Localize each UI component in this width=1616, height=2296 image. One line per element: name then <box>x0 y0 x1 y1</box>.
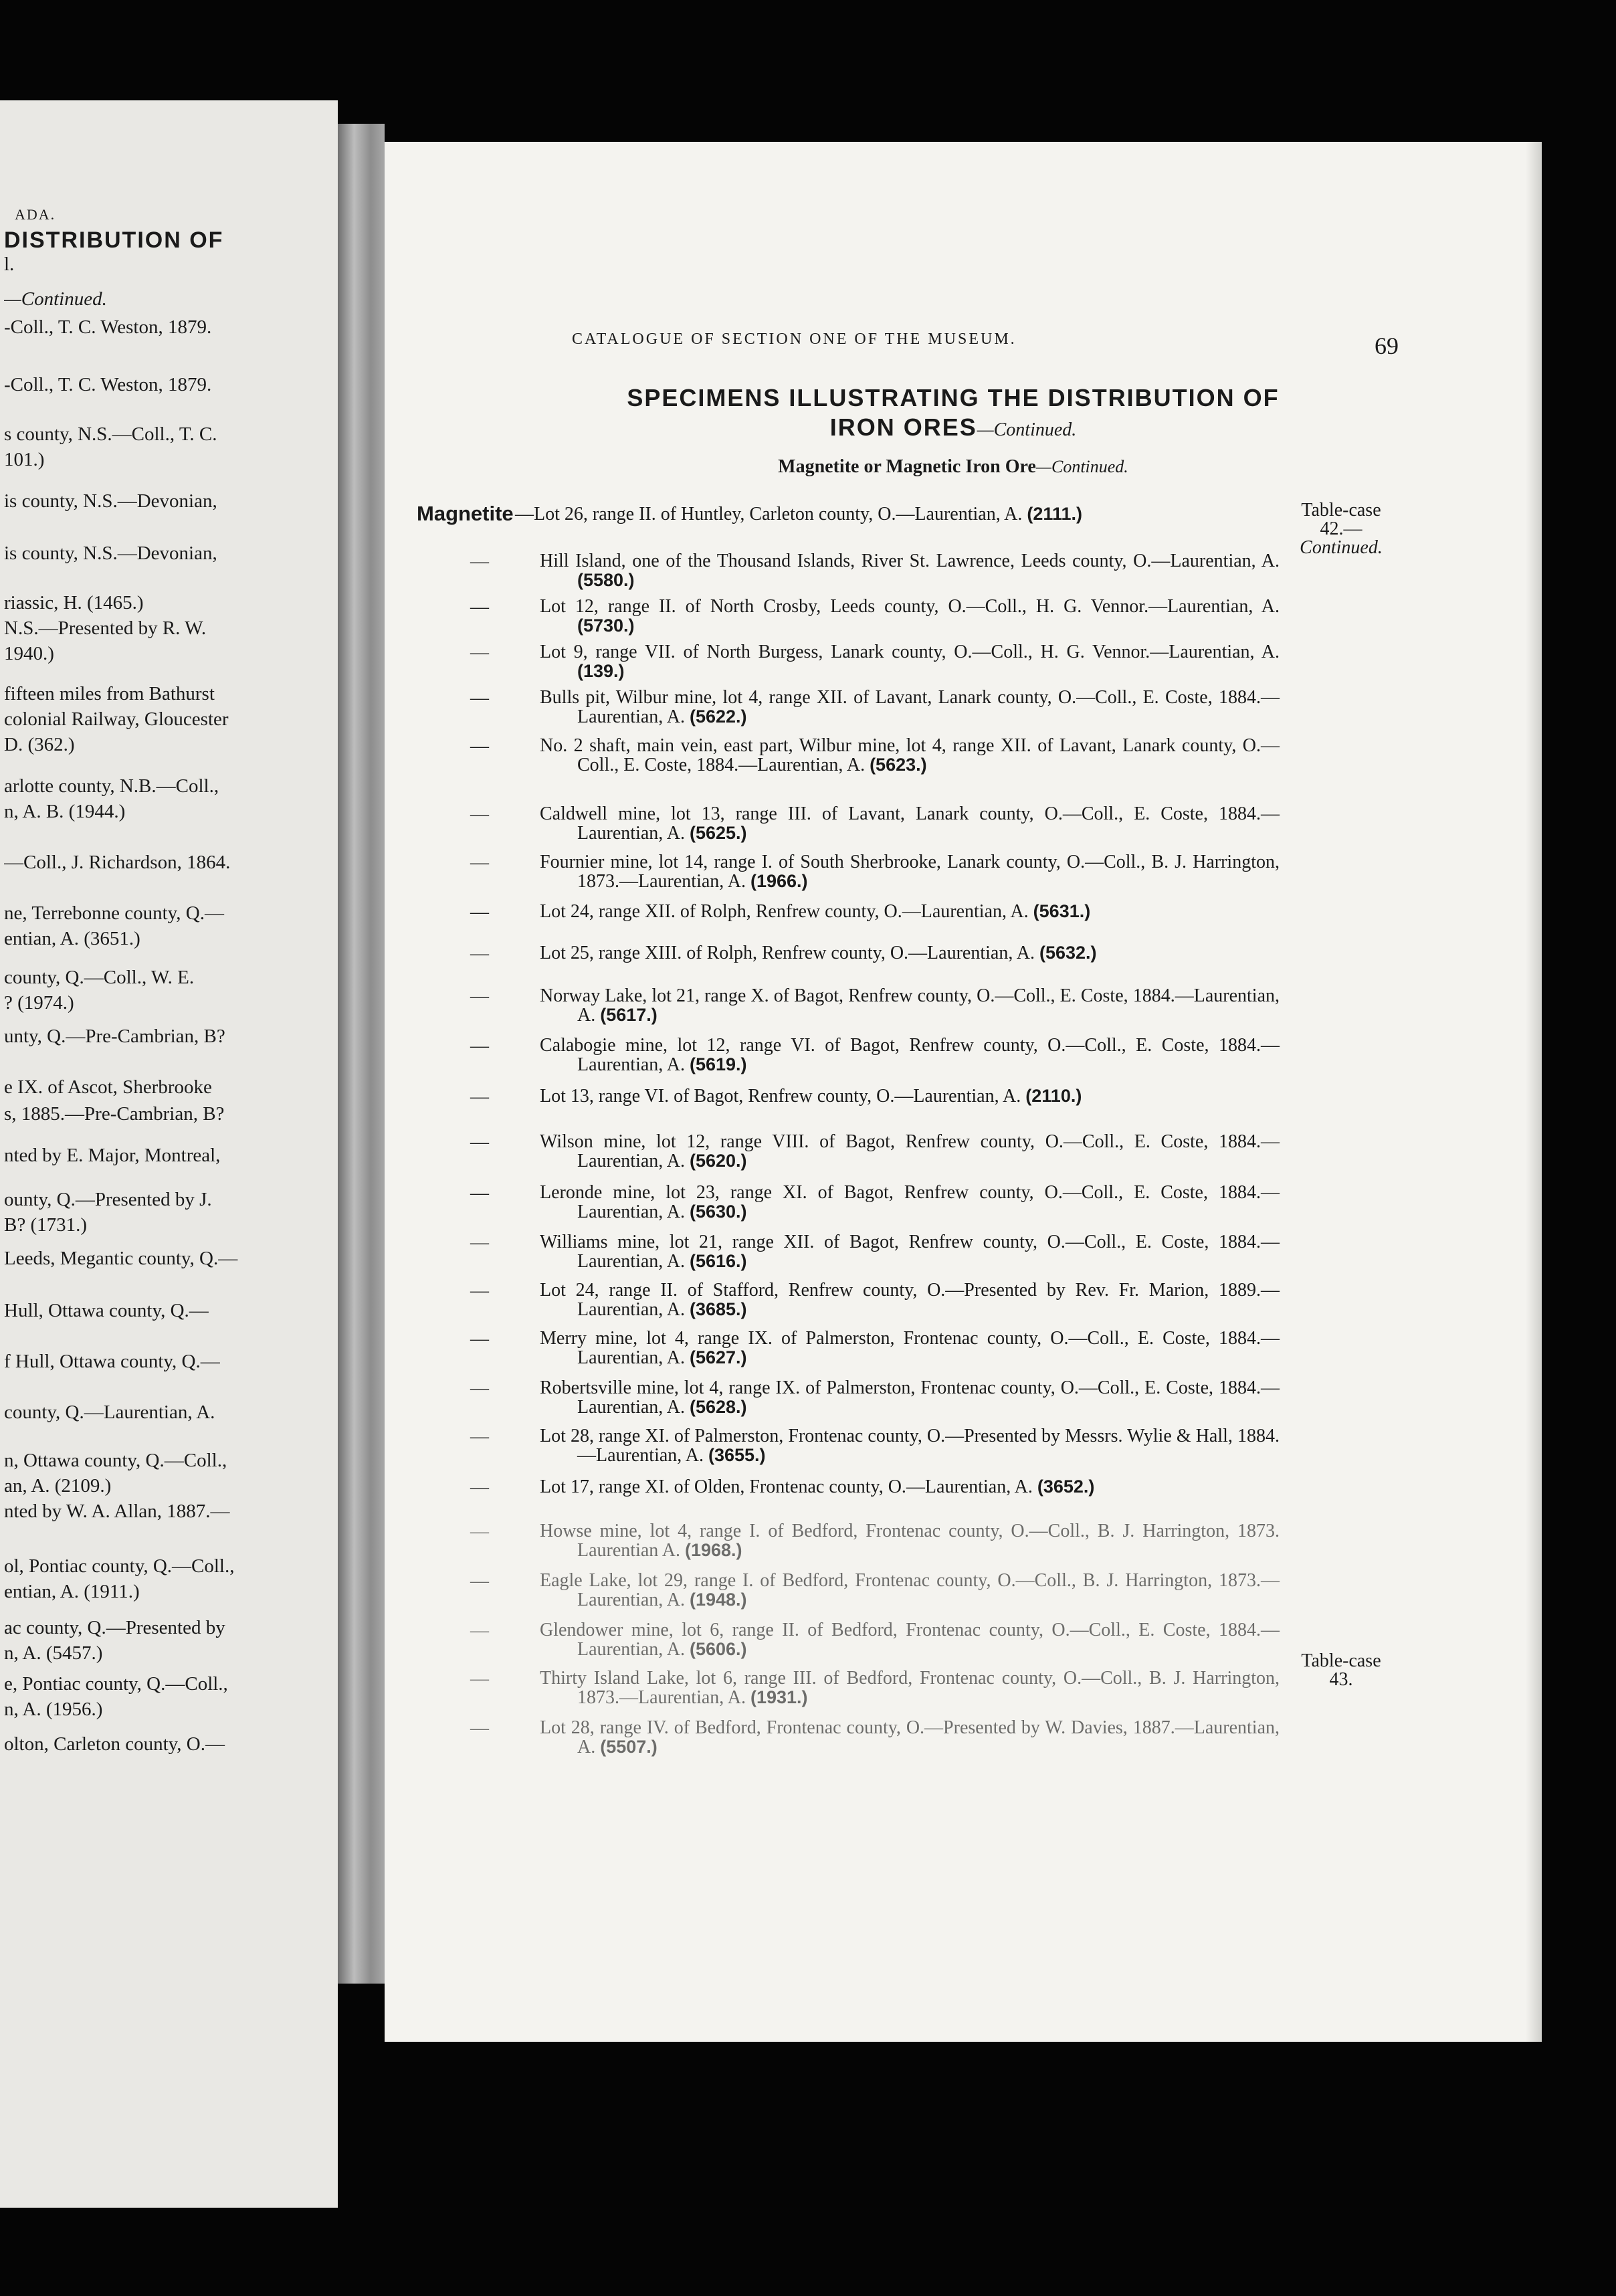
left-page-line: ADA. <box>15 206 56 223</box>
catalogue-number: (5630.) <box>689 1202 747 1222</box>
ditto-dash: — <box>470 1620 489 1641</box>
entry-text <box>540 902 1280 921</box>
left-page-line: l. <box>4 254 15 275</box>
left-page-line: n, A. B. (1944.) <box>4 801 126 822</box>
catalogue-number: (1966.) <box>750 871 808 891</box>
left-page-line: nted by W. A. Allan, 1887.— <box>4 1501 230 1522</box>
left-page-line: D. (362.) <box>4 734 75 755</box>
entry-description: Leronde mine, lot 23, range XI. of Bagot, Renfrew county, O.—Coll., E. Coste, 1884.—Laurentian, A. <box>540 1182 1280 1222</box>
left-page-line: entian, A. (3651.) <box>4 928 140 949</box>
entry-description: Norway Lake, lot 21, range X. of Bagot, Renfrew county, O.—Coll., E. Coste, 1884.—Laurentian, A. <box>540 985 1280 1026</box>
catalogue-number: (5617.) <box>600 1005 658 1025</box>
left-page-line: -Coll., T. C. Weston, 1879. <box>4 374 212 395</box>
entry-text <box>540 642 1280 681</box>
catalogue-number: (2111.) <box>1027 504 1082 524</box>
left-page-line: 1940.) <box>4 643 54 664</box>
left-page-line: riassic, H. (1465.) <box>4 592 144 613</box>
left-page-line: county, Q.—Coll., W. E. <box>4 967 195 988</box>
entry-description: Robertsville mine, lot 4, range IX. of Palmerston, Frontenac county, O.—Coll., E. Coste, 1884.—Laurentian, A. <box>540 1377 1280 1418</box>
entry-description: Calabogie mine, lot 12, range VI. of Bagot, Renfrew county, O.—Coll., E. Coste, 1884.—Laurentian, A. <box>540 1035 1280 1075</box>
subsection-name: Magnetite or Magnetic Iron Ore <box>778 456 1036 477</box>
title-iron-ores: IRON ORES <box>829 413 977 441</box>
catalogue-number: (5632.) <box>1039 943 1097 963</box>
ditto-dash: — <box>470 902 489 923</box>
entry-description: Lot 28, range IV. of Bedford, Frontenac county, O.—Presented by W. Davies, 1887.—Laurentian, A. <box>540 1717 1280 1757</box>
catalogue-number: (5631.) <box>1033 901 1091 921</box>
entry-text <box>540 804 1280 843</box>
left-page-line: ac county, Q.—Presented by <box>4 1617 225 1638</box>
left-page-line: —Coll., J. Richardson, 1864. <box>4 852 231 873</box>
left-page-line: ounty, Q.—Presented by J. <box>4 1189 212 1210</box>
entry-text <box>540 736 1280 775</box>
left-page-line: fifteen miles from Bathurst <box>4 683 215 704</box>
left-page-strip <box>0 100 338 2208</box>
entry-description: Bulls pit, Wilbur mine, lot 4, range XII. of Lavant, Lanark county, O.—Coll., E. Coste, 1884.—Laurentian, A. <box>540 687 1280 727</box>
entry-text <box>540 1521 1280 1560</box>
ditto-dash: — <box>470 1132 489 1153</box>
ditto-dash: — <box>470 1571 489 1592</box>
margin-note-line: 42.— <box>1320 518 1362 539</box>
entry-text <box>540 1329 1280 1367</box>
left-page-line: arlotte county, N.B.—Coll., <box>4 775 219 797</box>
left-page-line: colonial Railway, Gloucester <box>4 708 229 730</box>
ditto-dash: — <box>470 551 489 572</box>
left-page-line: Leeds, Megantic county, Q.— <box>4 1248 238 1269</box>
entry-text <box>540 1426 1280 1465</box>
entry-text <box>540 1183 1280 1222</box>
left-page-line: ? (1974.) <box>4 992 74 1014</box>
entry-text <box>540 597 1280 636</box>
title-continued: —Continued. <box>977 419 1077 440</box>
catalogue-number: (3685.) <box>689 1299 747 1319</box>
left-page-line: an, A. (2109.) <box>4 1475 112 1497</box>
catalogue-number: (5620.) <box>689 1151 747 1171</box>
entry-text <box>540 1477 1280 1497</box>
mineral-name: Magnetite <box>417 502 514 525</box>
left-page-line: 101.) <box>4 449 45 470</box>
ditto-dash: — <box>470 986 489 1007</box>
left-page-line: DISTRIBUTION OF <box>4 227 224 253</box>
left-page-line: ol, Pontiac county, Q.—Coll., <box>4 1555 235 1577</box>
entry-description: No. 2 shaft, main vein, east part, Wilbur mine, lot 4, range XII. of Lavant, Lanark county, O.—Coll., E. Coste, 1884.—Laurentian, A. <box>540 735 1280 775</box>
ditto-dash: — <box>470 1718 489 1739</box>
subsection-title <box>438 456 1468 478</box>
left-page-line: s, 1885.—Pre-Cambrian, B? <box>4 1103 225 1125</box>
entry-text <box>540 1086 1280 1106</box>
ditto-dash: — <box>470 688 489 708</box>
entry-description: Glendower mine, lot 6, range II. of Bedford, Frontenac county, O.—Coll., E. Coste, 1884.—Laurentian, A. <box>540 1620 1280 1660</box>
catalogue-number: (139.) <box>577 661 625 681</box>
left-page-line: n, A. (1956.) <box>4 1699 103 1720</box>
ditto-dash: — <box>470 1668 489 1689</box>
entry-text <box>540 1232 1280 1271</box>
running-head: CATALOGUE OF SECTION ONE OF THE MUSEUM. <box>572 330 1017 348</box>
margin-note-table-case-42 <box>1278 501 1405 557</box>
left-page-line: s county, N.S.—Coll., T. C. <box>4 423 217 445</box>
ditto-dash: — <box>470 1232 489 1253</box>
entry-text <box>540 1718 1280 1757</box>
left-page-line: unty, Q.—Pre-Cambrian, B? <box>4 1026 225 1047</box>
catalogue-number: (5730.) <box>577 615 635 636</box>
entry-text <box>540 852 1280 891</box>
catalogue-number: (2110.) <box>1025 1086 1082 1106</box>
margin-note-table-case-43 <box>1278 1652 1405 1689</box>
entry-description: Howse mine, lot 4, range I. of Bedford, Frontenac county, O.—Coll., B. J. Harrington, 1873. Laurentian A. <box>540 1521 1280 1561</box>
entry-text <box>540 1668 1280 1707</box>
entry-description: Caldwell mine, lot 13, range III. of Lavant, Lanark county, O.—Coll., E. Coste, 1884.—Laurentian, A. <box>540 803 1280 844</box>
catalogue-number: (5507.) <box>600 1737 658 1757</box>
entry-description: Lot 17, range XI. of Olden, Frontenac county, O.—Laurentian, A. <box>540 1476 1033 1497</box>
entry-description: Lot 12, range II. of North Crosby, Leeds county, O.—Coll., H. G. Vennor.—Laurentian, A. <box>540 596 1280 617</box>
margin-note-line: Table-case <box>1301 500 1381 520</box>
title-line-1: SPECIMENS ILLUSTRATING THE DISTRIBUTION OF <box>627 384 1280 411</box>
left-page-line: Hull, Ottawa county, Q.— <box>4 1300 209 1321</box>
catalogue-number: (5619.) <box>689 1054 747 1074</box>
entry-description: Lot 25, range XIII. of Rolph, Renfrew county, O.—Laurentian, A. <box>540 943 1035 963</box>
left-page-line: N.S.—Presented by R. W. <box>4 617 207 639</box>
catalogue-number: (5606.) <box>689 1639 747 1659</box>
left-page-line: —Continued. <box>4 288 107 310</box>
catalogue-number: (3652.) <box>1037 1476 1095 1497</box>
left-page-line: is county, N.S.—Devonian, <box>4 543 217 564</box>
entry-description: Lot 13, range VI. of Bagot, Renfrew county, O.—Laurentian, A. <box>540 1086 1021 1107</box>
ditto-dash: — <box>470 597 489 617</box>
left-page-line: ne, Terrebonne county, Q.— <box>4 902 224 924</box>
page-number: 69 <box>1375 332 1399 359</box>
catalogue-number: (1968.) <box>684 1540 742 1560</box>
entry-text <box>540 688 1280 727</box>
ditto-dash: — <box>470 1378 489 1399</box>
entry-text <box>540 551 1280 590</box>
left-page-line: f Hull, Ottawa county, Q.— <box>4 1351 220 1372</box>
entry-description: Hill Island, one of the Thousand Islands, River St. Lawrence, Leeds county, O.—Laurentian, A. <box>540 551 1280 571</box>
catalogue-number: (3655.) <box>708 1445 766 1465</box>
section-title <box>438 384 1468 442</box>
left-page-line: e IX. of Ascot, Sherbrooke <box>4 1076 212 1098</box>
catalogue-number: (5580.) <box>577 570 635 590</box>
entry-text <box>540 986 1280 1025</box>
entry-text <box>540 1132 1280 1171</box>
catalogue-number: (5616.) <box>689 1251 747 1271</box>
ditto-dash: — <box>470 804 489 825</box>
entry-description: Merry mine, lot 4, range IX. of Palmerston, Frontenac county, O.—Coll., E. Coste, 1884.—Laurentian, A. <box>540 1328 1280 1368</box>
catalogue-number: (5622.) <box>689 706 747 727</box>
entry-description: Lot 28, range XI. of Palmerston, Frontenac county, O.—Presented by Messrs. Wylie & Hall, 1884.—Laurentian, A. <box>540 1426 1280 1466</box>
ditto-dash: — <box>470 943 489 964</box>
ditto-dash: — <box>470 1183 489 1204</box>
entry-description: Fournier mine, lot 14, range I. of South Sherbrooke, Lanark county, O.—Coll., B. J. Harrington, 1873.—Laurentian, A. <box>540 852 1280 892</box>
left-page-line: e, Pontiac county, Q.—Coll., <box>4 1673 228 1695</box>
margin-note-line: 43. <box>1329 1669 1353 1690</box>
catalogue-number: (1948.) <box>689 1590 747 1610</box>
ditto-dash: — <box>470 1521 489 1542</box>
left-page-line: entian, A. (1911.) <box>4 1581 140 1602</box>
entry-text <box>540 1036 1280 1074</box>
right-page <box>385 142 1542 2042</box>
entry-text <box>540 1280 1280 1319</box>
entry-description: Williams mine, lot 21, range XII. of Bagot, Renfrew county, O.—Coll., E. Coste, 1884.—Laurentian, A. <box>540 1232 1280 1272</box>
ditto-dash: — <box>470 736 489 757</box>
margin-note-line: Continued. <box>1300 537 1383 558</box>
entry-text <box>515 504 1242 524</box>
left-page-line: is county, N.S.—Devonian, <box>4 490 217 512</box>
left-page-line: -Coll., T. C. Weston, 1879. <box>4 316 212 338</box>
ditto-dash: — <box>470 1280 489 1301</box>
left-page-line: n, A. (5457.) <box>4 1642 103 1664</box>
entry-description: —Lot 26, range II. of Huntley, Carleton county, O.—Laurentian, A. <box>515 504 1023 524</box>
entry-description: Eagle Lake, lot 29, range I. of Bedford, Frontenac county, O.—Coll., B. J. Harrington, 1873.—Laurentian, A. <box>540 1570 1280 1610</box>
catalogue-number: (5625.) <box>689 823 747 843</box>
entry-text <box>540 1378 1280 1417</box>
ditto-dash: — <box>470 1426 489 1447</box>
left-page-line: B? (1731.) <box>4 1214 88 1236</box>
margin-note-line: Table-case <box>1301 1650 1381 1671</box>
entry-description: Wilson mine, lot 12, range VIII. of Bagot, Renfrew county, O.—Coll., E. Coste, 1884.—Laurentian, A. <box>540 1131 1280 1171</box>
page-edge <box>1526 142 1542 2042</box>
ditto-dash: — <box>470 642 489 663</box>
left-page-line: nted by E. Major, Montreal, <box>4 1145 221 1166</box>
entry-text <box>540 1620 1280 1659</box>
entry-description: Lot 9, range VII. of North Burgess, Lanark county, O.—Coll., H. G. Vennor.—Laurentian, A. <box>540 642 1280 662</box>
title-line-2 <box>438 413 1468 442</box>
ditto-dash: — <box>470 852 489 873</box>
ditto-dash: — <box>470 1036 489 1056</box>
left-page-line: n, Ottawa county, Q.—Coll., <box>4 1450 227 1471</box>
left-page-line: olton, Carleton county, O.— <box>4 1733 225 1755</box>
entry-description: Lot 24, range II. of Stafford, Renfrew county, O.—Presented by Rev. Fr. Marion, 1889.—Laurentian, A. <box>540 1280 1280 1320</box>
entry-text <box>540 943 1280 963</box>
ditto-dash: — <box>470 1477 489 1498</box>
book-gutter <box>338 124 385 1984</box>
ditto-dash: — <box>470 1086 489 1107</box>
entry-description: Lot 24, range XII. of Rolph, Renfrew county, O.—Laurentian, A. <box>540 901 1029 922</box>
entry-text <box>540 1571 1280 1610</box>
ditto-dash: — <box>470 1329 489 1349</box>
left-page-line: county, Q.—Laurentian, A. <box>4 1402 215 1423</box>
catalogue-number: (5627.) <box>689 1347 747 1367</box>
catalogue-number: (5628.) <box>689 1397 747 1417</box>
subsection-continued: —Continued. <box>1035 457 1128 476</box>
entry-description: Thirty Island Lake, lot 6, range III. of Bedford, Frontenac county, O.—Coll., B. J. Harrington, 1873.—Laurentian, A. <box>540 1668 1280 1708</box>
catalogue-number: (1931.) <box>750 1687 808 1707</box>
catalogue-number: (5623.) <box>870 755 927 775</box>
